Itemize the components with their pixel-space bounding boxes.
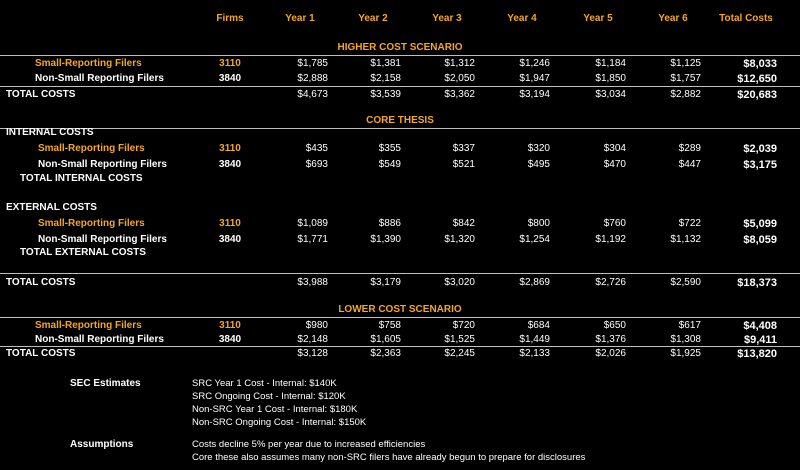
firms-count: 3840 bbox=[218, 73, 242, 84]
cell-total: $8,059 bbox=[743, 234, 777, 246]
firms-count: 3840 bbox=[218, 159, 242, 170]
cell-value: $1,605 bbox=[370, 334, 401, 345]
header-year-4: Year 4 bbox=[507, 13, 537, 24]
cell-value: $337 bbox=[452, 143, 475, 154]
cell-total: $12,650 bbox=[737, 73, 777, 85]
header-year-3: Year 3 bbox=[432, 13, 462, 24]
cell-value: $1,125 bbox=[670, 58, 701, 69]
section-title-low: LOWER COST SCENARIO bbox=[338, 304, 462, 315]
cell-value: $1,850 bbox=[595, 73, 626, 84]
table-row bbox=[0, 158, 800, 172]
cell-value: $1,184 bbox=[595, 58, 626, 69]
cell-value: $355 bbox=[378, 143, 401, 154]
cell-value: $1,132 bbox=[670, 234, 701, 245]
cell-value: $722 bbox=[678, 218, 701, 229]
cell-total: $2,039 bbox=[743, 143, 777, 155]
row-label: Non-Small Reporting Filers bbox=[38, 159, 167, 170]
sec-estimate-line: Non-SRC Ongoing Cost - Internal: $150K bbox=[192, 417, 367, 428]
cell-value: $3,194 bbox=[519, 89, 550, 100]
cell-value: $2,590 bbox=[670, 277, 701, 288]
cell-value: $980 bbox=[305, 320, 328, 331]
cell-value: $760 bbox=[603, 218, 626, 229]
row-label: TOTAL COSTS bbox=[6, 348, 76, 359]
header-year-5: Year 5 bbox=[583, 13, 613, 24]
table-row bbox=[0, 217, 800, 231]
firms-count: 3840 bbox=[218, 234, 242, 245]
cell-value: $1,308 bbox=[670, 334, 701, 345]
row-label: Small-Reporting Filers bbox=[35, 320, 142, 331]
cell-value: $3,362 bbox=[444, 89, 475, 100]
section-title-core: CORE THESIS bbox=[366, 115, 434, 126]
cell-total: $3,175 bbox=[743, 159, 777, 171]
cell-value: $3,539 bbox=[370, 89, 401, 100]
sec-estimate-line: SRC Ongoing Cost - Internal: $120K bbox=[192, 391, 346, 402]
cell-value: $447 bbox=[678, 159, 701, 170]
internal-label-row bbox=[0, 126, 800, 140]
cell-value: $650 bbox=[603, 320, 626, 331]
row-label: TOTAL COSTS bbox=[6, 277, 76, 288]
cell-value: $2,026 bbox=[595, 348, 626, 359]
divider bbox=[0, 317, 800, 318]
cell-value: $2,882 bbox=[670, 89, 701, 100]
cell-value: $1,947 bbox=[519, 73, 550, 84]
cell-total: $13,820 bbox=[737, 348, 777, 360]
firms-count: 3840 bbox=[218, 334, 242, 345]
cell-value: $617 bbox=[678, 320, 701, 331]
table-row bbox=[0, 142, 800, 156]
cell-value: $1,192 bbox=[595, 234, 626, 245]
cell-value: $720 bbox=[452, 320, 475, 331]
row-label: Small-Reporting Filers bbox=[38, 218, 145, 229]
cell-value: $3,988 bbox=[297, 277, 328, 288]
cell-total: $8,033 bbox=[743, 58, 777, 70]
divider bbox=[0, 55, 800, 56]
sec-estimates-label: SEC Estimates bbox=[70, 378, 141, 389]
cell-value: $3,128 bbox=[297, 348, 328, 359]
header-total: Total Costs bbox=[719, 13, 773, 24]
table-row bbox=[0, 333, 800, 347]
external-costs-label: EXTERNAL COSTS bbox=[6, 202, 97, 213]
cell-value: $549 bbox=[378, 159, 401, 170]
divider bbox=[0, 86, 800, 87]
cell-value: $1,525 bbox=[444, 334, 475, 345]
total-external-costs-label: TOTAL EXTERNAL COSTS bbox=[20, 247, 146, 258]
total-row bbox=[0, 347, 800, 361]
row-label: Small-Reporting Filers bbox=[35, 58, 142, 69]
cell-value: $1,254 bbox=[519, 234, 550, 245]
cell-value: $1,376 bbox=[595, 334, 626, 345]
assumption-line: Core these also assumes many non-SRC filers have already begun to prepare for disclosures bbox=[192, 452, 586, 463]
cell-value: $1,925 bbox=[670, 348, 701, 359]
firms-count: 3110 bbox=[219, 58, 241, 69]
row-label: Non-Small Reporting Filers bbox=[38, 234, 167, 245]
cell-value: $1,246 bbox=[519, 58, 550, 69]
cell-total: $9,411 bbox=[743, 334, 777, 346]
firms-count: 3110 bbox=[219, 143, 241, 154]
row-label: Non-Small Reporting Filers bbox=[35, 334, 164, 345]
cell-value: $2,888 bbox=[297, 73, 328, 84]
cell-value: $320 bbox=[527, 143, 550, 154]
cell-value: $1,312 bbox=[444, 58, 475, 69]
total-internal-costs-label: TOTAL INTERNAL COSTS bbox=[20, 173, 143, 184]
cell-value: $886 bbox=[378, 218, 401, 229]
cell-value: $521 bbox=[452, 159, 475, 170]
cell-value: $495 bbox=[527, 159, 550, 170]
cell-total: $20,683 bbox=[737, 89, 777, 101]
cell-value: $758 bbox=[378, 320, 401, 331]
row-label: TOTAL COSTS bbox=[6, 89, 76, 100]
firms-count: 3110 bbox=[219, 320, 241, 331]
section-title-high: HIGHER COST SCENARIO bbox=[337, 42, 463, 53]
low-title-row bbox=[0, 303, 800, 317]
cell-value: $470 bbox=[603, 159, 626, 170]
row-label: Non-Small Reporting Filers bbox=[35, 73, 164, 84]
cell-value: $1,757 bbox=[670, 73, 701, 84]
cell-value: $1,449 bbox=[519, 334, 550, 345]
cell-value: $2,133 bbox=[519, 348, 550, 359]
cell-value: $1,089 bbox=[297, 218, 328, 229]
external-label-row bbox=[0, 201, 800, 215]
assumptions-label: Assumptions bbox=[70, 439, 134, 450]
firms-count: 3110 bbox=[219, 218, 241, 229]
high-title-row bbox=[0, 41, 800, 55]
sec-estimate-line: SRC Year 1 Cost - Internal: $140K bbox=[192, 378, 337, 389]
cell-value: $1,771 bbox=[297, 234, 328, 245]
internal-costs-label: INTERNAL COSTS bbox=[6, 127, 94, 138]
divider bbox=[0, 273, 800, 274]
cell-value: $684 bbox=[527, 320, 550, 331]
cell-value: $304 bbox=[603, 143, 626, 154]
cell-value: $1,785 bbox=[297, 58, 328, 69]
cell-value: $2,363 bbox=[370, 348, 401, 359]
internal-total-row bbox=[0, 172, 800, 186]
header-year-1: Year 1 bbox=[285, 13, 315, 24]
table-header bbox=[0, 12, 800, 26]
cell-total: $4,408 bbox=[743, 320, 777, 332]
table-row bbox=[0, 233, 800, 247]
cell-value: $3,179 bbox=[370, 277, 401, 288]
table-row bbox=[0, 57, 800, 71]
row-label: Small-Reporting Filers bbox=[38, 143, 145, 154]
cell-value: $842 bbox=[452, 218, 475, 229]
sec-estimate-line: Non-SRC Year 1 Cost - Internal: $180K bbox=[192, 404, 358, 415]
cell-value: $2,869 bbox=[519, 277, 550, 288]
table-row bbox=[0, 319, 800, 333]
total-row bbox=[0, 88, 800, 102]
cell-value: $800 bbox=[527, 218, 550, 229]
cell-total: $5,099 bbox=[743, 218, 777, 230]
header-year-6: Year 6 bbox=[658, 13, 688, 24]
cell-value: $2,050 bbox=[444, 73, 475, 84]
cell-value: $1,390 bbox=[370, 234, 401, 245]
cell-value: $3,020 bbox=[444, 277, 475, 288]
header-year-2: Year 2 bbox=[358, 13, 388, 24]
cell-value: $2,726 bbox=[595, 277, 626, 288]
total-row bbox=[0, 276, 800, 290]
cell-value: $4,673 bbox=[297, 89, 328, 100]
assumption-line: Costs decline 5% per year due to increased efficiencies bbox=[192, 439, 426, 450]
cell-value: $1,381 bbox=[370, 58, 401, 69]
header-firms: Firms bbox=[216, 13, 244, 24]
cell-total: $18,373 bbox=[737, 277, 777, 289]
cell-value: $693 bbox=[305, 159, 328, 170]
cell-value: $2,148 bbox=[297, 334, 328, 345]
external-total-row bbox=[0, 246, 800, 260]
cell-value: $1,320 bbox=[444, 234, 475, 245]
cell-value: $435 bbox=[305, 143, 328, 154]
cell-value: $2,158 bbox=[370, 73, 401, 84]
table-row bbox=[0, 72, 800, 86]
cell-value: $289 bbox=[678, 143, 701, 154]
cell-value: $3,034 bbox=[595, 89, 626, 100]
cell-value: $2,245 bbox=[444, 348, 475, 359]
